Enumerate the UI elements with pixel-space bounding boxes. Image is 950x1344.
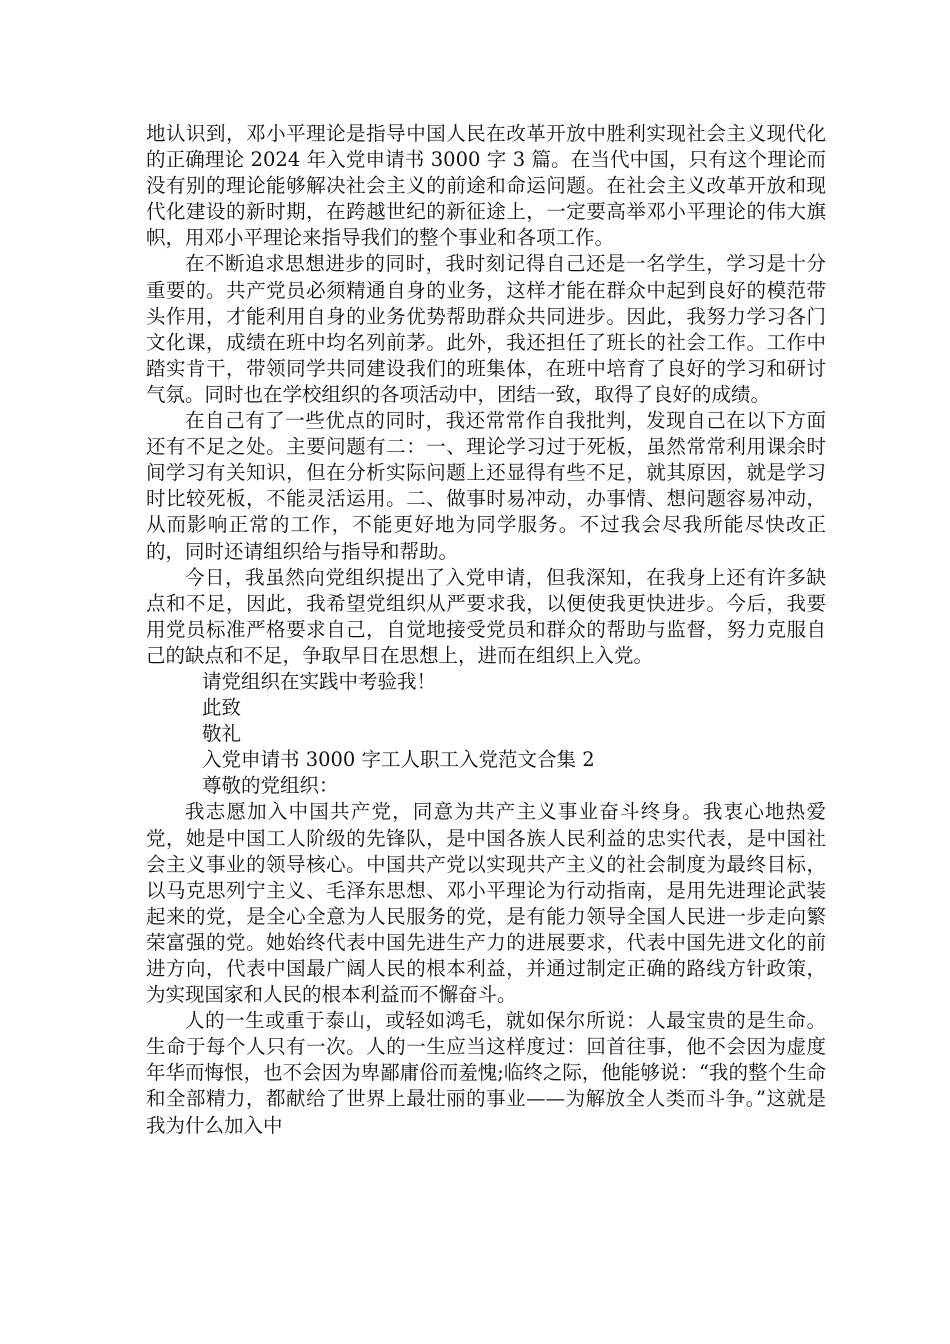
closing-request: 请党组织在实践中考验我！ bbox=[202, 669, 437, 693]
closing-cizhi: 此致 bbox=[202, 696, 242, 720]
paragraph-life: 人的一生或重于泰山，或轻如鸿毛，就如保尔所说：人最宝贵的是生命。生命于每个人只有一次。人的一生应当这样度过：回首往事，他不会因为虚度年华而悔恨，也不会因为卑鄙庸俗而羞愧;临终之际，他能够说：“我的整个生命和全部精力，都献给了世界上最壮丽的事业——为解放全人类而斗争。”这就是我为什么加入中 bbox=[146, 1009, 826, 1137]
paragraph-self-criticism: 在自己有了一些优点的同时，我还常常作自我批判，发现自己在以下方面还有不足之处。主要问题有二：一、理论学习过于死板，虽然常常利用课余时间学习有关知识，但在分析实际问题上还显得有些不足，就其原因，就是学习时比较死板，不能灵活运用。二、做事时易冲动，办事情、想问题容易冲动，从而影响正常的工作，不能更好地为同学服务。不过我会尽我所能尽快改正的，同时还请组织给与指导和帮助。 bbox=[146, 409, 826, 563]
section-heading: 入党申请书 3000 字工人职工入党范文合集 2 bbox=[202, 748, 595, 772]
document-body bbox=[146, 121, 826, 1139]
paragraph-continuation: 地认识到，邓小平理论是指导中国人民在改革开放中胜利实现社会主义现代化的正确理论 2024 年入党申请书 3000 字 3 篇。在当代中国，只有这个理论而没有别的理论能够解决社会主义的前途和命运问题。在社会主义改革开放和现代化建设的新时期，在跨越世纪的新征途上，一定要高举邓小平理论的伟大旗帜，用邓小平理论来指导我们的整个事业和各项工作。 bbox=[146, 122, 826, 250]
paragraph-commitment: 今日，我虽然向党组织提出了入党申请，但我深知，在我身上还有许多缺点和不足，因此，我希望党组织从严要求我，以便使我更快进步。今后，我要用党员标准严格要求自己，自觉地接受党员和群众的帮助与监督，努力克服自己的缺点和不足，争取早日在思想上，进而在组织上入党。 bbox=[146, 565, 826, 667]
salutation: 尊敬的党组织： bbox=[202, 774, 339, 798]
paragraph-volunteer: 我志愿加入中国共产党，同意为共产主义事业奋斗终身。我衷心地热爱党，她是中国工人阶级的先锋队，是中国各族人民利益的忠实代表，是中国社会主义事业的领导核心。中国共产党以实现共产主义的社会制度为最终目标，以马克思列宁主义、毛泽东思想、邓小平理论为行动指南，是用先进理论武装起来的党，是全心全意为人民服务的党，是有能力领导全国人民进一步走向繁荣富强的党。她始终代表中国先进生产力的进展要求，代表中国先进文化的前进方向，代表中国最广阔人民的根本利益，并通过制定正确的路线方针政策，为实现国家和人民的根本利益而不懈奋斗。 bbox=[146, 800, 826, 1007]
closing-jingli: 敬礼 bbox=[202, 722, 242, 746]
paragraph-study: 在不断追求思想进步的同时，我时刻记得自己还是一名学生，学习是十分重要的。共产党员必须精通自身的业务，这样才能在群众中起到良好的模范带头作用，才能利用自身的业务优势帮助群众共同进步。因此，我努力学习各门文化课，成绩在班中均名列前茅。此外，我还担任了班长的社会工作。工作中踏实肯干，带领同学共同建设我们的班集体，在班中培育了良好的学习和研讨气氛。同时也在学校组织的各项活动中，团结一致，取得了良好的成绩。 bbox=[146, 252, 826, 406]
